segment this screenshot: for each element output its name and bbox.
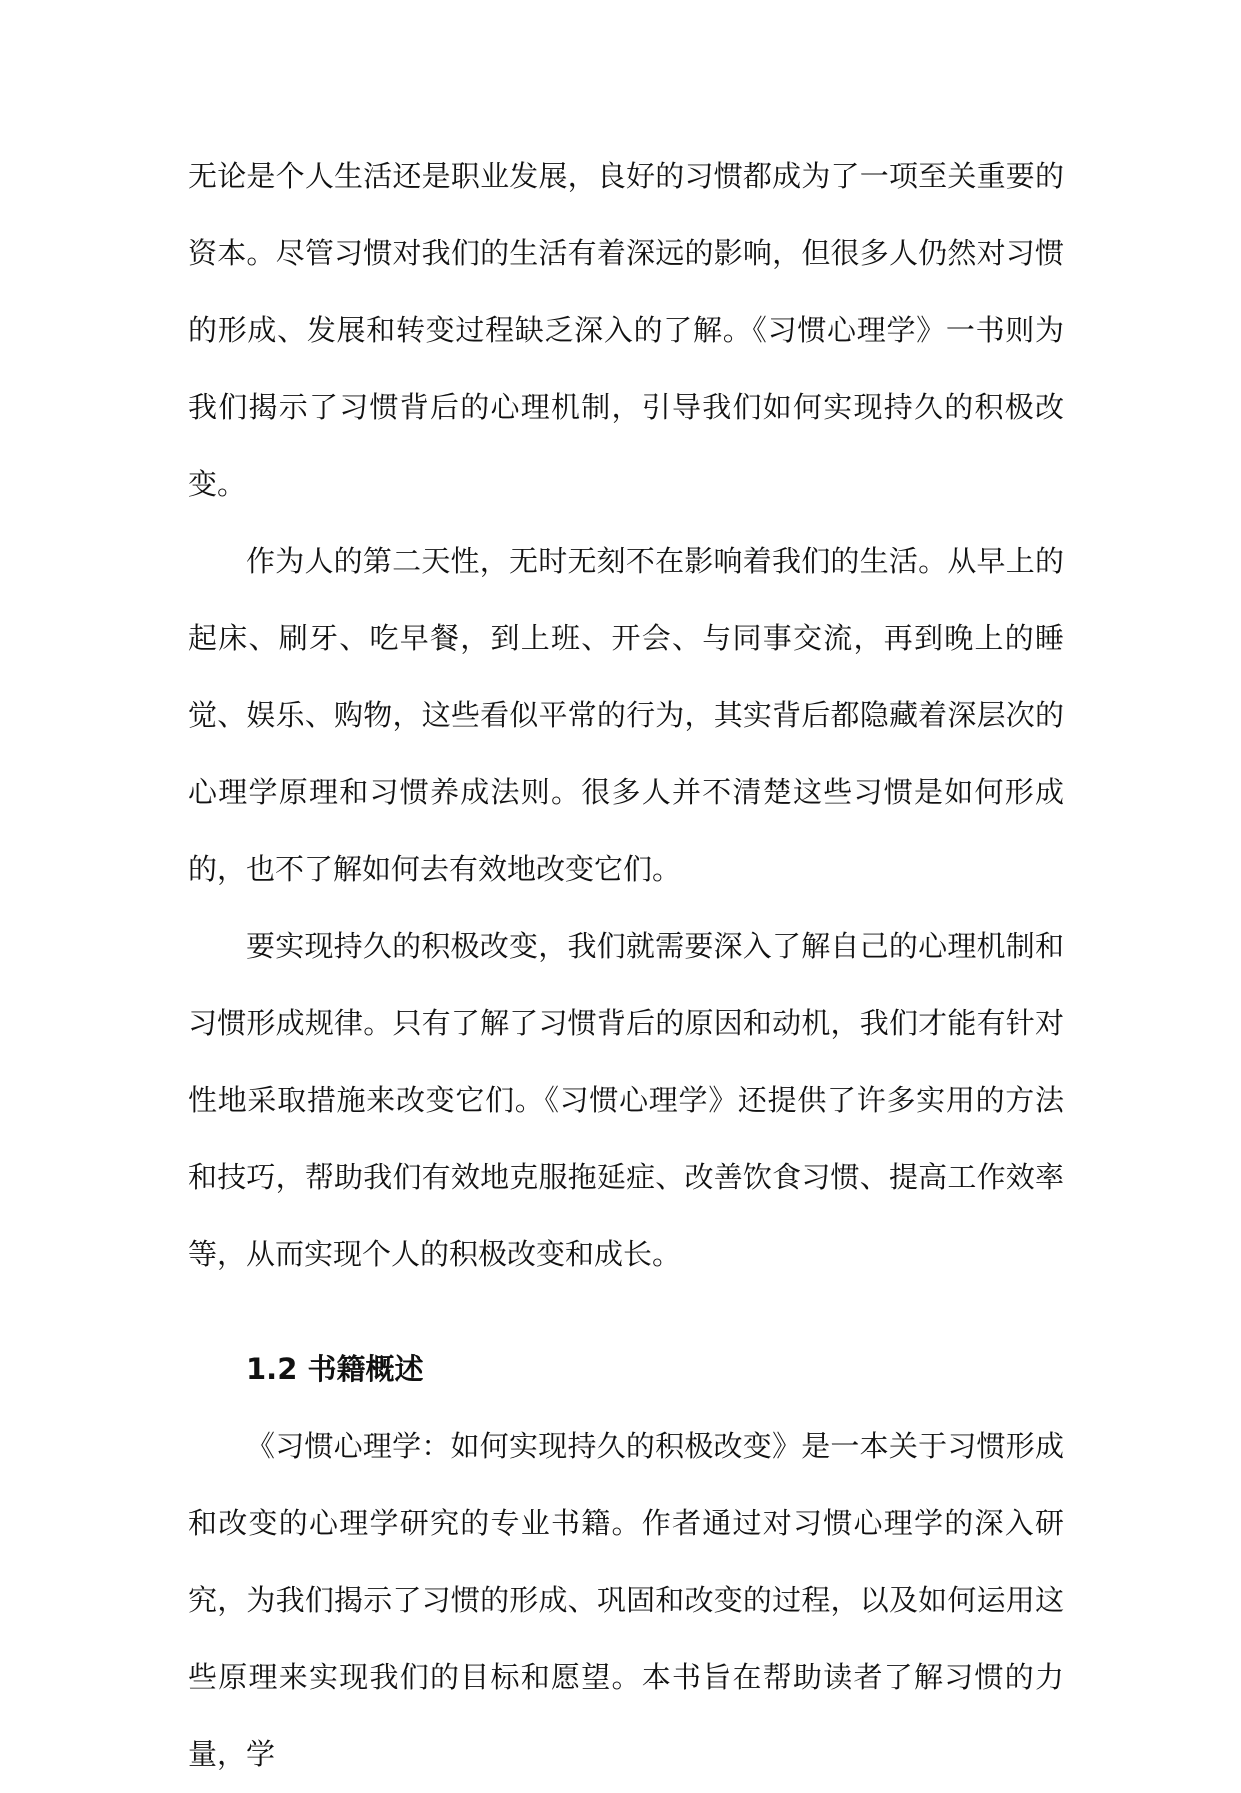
section-paragraph: 《习惯心理学：如何实现持久的积极改变》是一本关于习惯形成和改变的心理学研究的专业书籍。作者通过对习惯心理学的深入研究，为我们揭示了习惯的形成、巩固和改变的过程，以及如何运用这些原理来实现我们的目标和愿望。本书旨在帮助读者了解习惯的力量，学 xyxy=(188,1429,1064,1771)
body-paragraph-2: 作为人的第二天性，无时无刻不在影响着我们的生活。从早上的起床、刷牙、吃早餐，到上班、开会、与同事交流，再到晚上的睡觉、娱乐、购物，这些看似平常的行为，其实背后都隐藏着深层次的心理学原理和习惯养成法则。很多人并不清楚这些习惯是如何形成的，也不了解如何去有效地改变它们。 xyxy=(188,544,1064,886)
body-paragraph-1: 无论是个人生活还是职业发展，良好的习惯都成为了一项至关重要的资本。尽管习惯对我们的生活有着深远的影响，但很多人仍然对习惯的形成、发展和转变过程缺乏深入的了解。《习惯心理学》一书则为我们揭示了习惯背后的心理机制，引导我们如何实现持久的积极改变。 xyxy=(188,159,1064,501)
section-heading: 1.2 书籍概述 xyxy=(246,1352,424,1386)
body-paragraph-3: 要实现持久的积极改变，我们就需要深入了解自己的心理机制和习惯形成规律。只有了解了习惯背后的原因和动机，我们才能有针对性地采取措施来改变它们。《习惯心理学》还提供了许多实用的方法和技巧，帮助我们有效地克服拖延症、改善饮食习惯、提高工作效率等，从而实现个人的积极改变和成长。 xyxy=(188,929,1064,1271)
document-body xyxy=(188,138,1064,1793)
